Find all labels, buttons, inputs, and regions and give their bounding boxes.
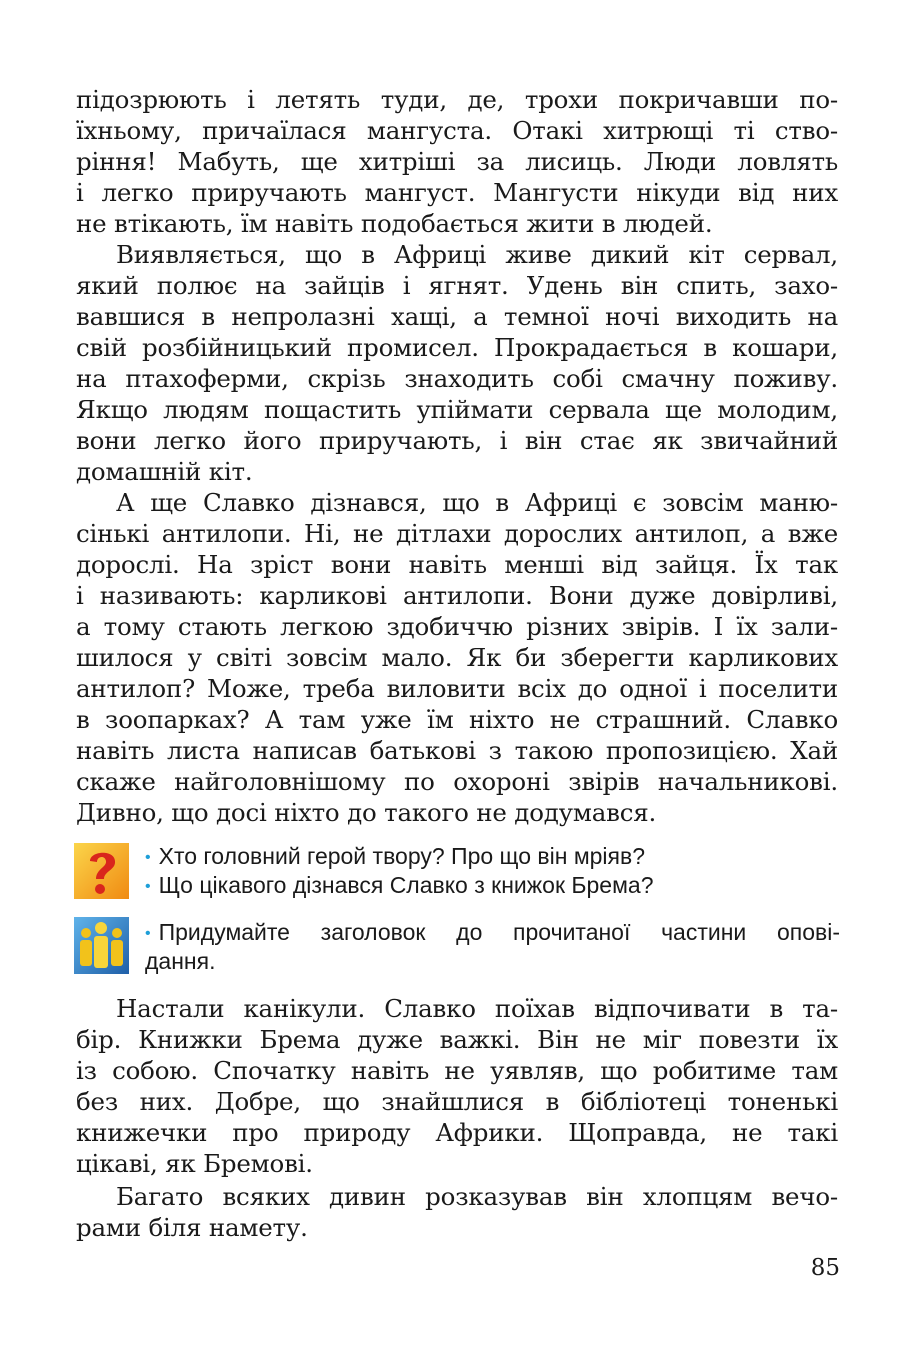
paragraph-holidays [76,993,838,1179]
text-line: їхньому, причаїлася мангуста. Отакі хитрющі ті ство- [76,116,838,145]
text-line: сінькі антилопи. Ні, не дітлахи дорослих антилоп, а вже [76,519,838,548]
bullet-icon: • [145,849,151,867]
text-line: із собою. Спочатку навіть не уявляв, що робитиме там [76,1056,838,1085]
page-number: 85 [810,1255,840,1281]
task-line: дання. [145,948,216,974]
text-line: дорослі. На зріст вони навіть менші від зайця. Їх так [76,550,838,579]
bullet-icon: • [145,878,151,896]
text-line: вони легко його приручають, і він стає як звичайний [76,426,838,455]
text-line: навіть листа написав батькові з такою пропозицією. Хай [76,736,838,765]
text-line: і називають: карликові антилопи. Вони дуже довірливі, [76,581,838,610]
paragraph-serval [76,239,838,487]
text-line: на птахоферми, скрізь знаходить собі смачну поживу. [76,364,838,393]
text-line: домашній кіт. [76,457,253,486]
text-line: бір. Книжки Брема дуже важкі. Він не міг повезти їх [76,1025,838,1054]
group-task [145,918,840,976]
text-line: який полює на зайців і ягнят. Удень він спить, захо- [76,271,838,300]
text-line: книжечки про природу Африки. Щоправда, не такі [76,1118,838,1147]
text-line: Виявляється, що в Африці живе дикий кіт сервал, [116,240,838,269]
text-line: вавшися в непролазні хащі, а темної ночі виходить на [76,302,838,331]
question-item [145,871,840,900]
text-line: Багато всяких дивин розказував він хлопцям вечо- [116,1182,838,1211]
task-line [145,918,840,947]
question-text: Що цікавого дізнався Славко з книжок Брема? [158,872,654,898]
text-line: Настали канікули. Славко поїхав відпочивати в та- [116,994,838,1023]
question-mark-icon [74,843,129,899]
text-line: а тому стають легкою здобиччю різних звірів. І їх зали- [76,612,838,641]
text-line: в зоопарках? А там уже їм ніхто не страшний. Славко [76,705,838,734]
task-text: Придумайте заголовок до прочитаної частини опові- [158,919,840,945]
text-line: Дивно, що досі ніхто до такого не додумався. [76,798,657,827]
text-line: Якщо людям пощастить упіймати сервала ще молодим, [76,395,838,424]
paragraph-evenings [76,1181,838,1243]
group-work-icon [74,917,129,974]
text-line: цікаві, як Бремові. [76,1149,313,1178]
text-line: ріння! Мабуть, ще хитріші за лисиць. Люди ловлять [76,147,838,176]
text-line: рами біля намету. [76,1213,308,1242]
question-item [145,842,840,871]
text-line: без них. Добре, що знайшлися в бібліотеці тоненькі [76,1087,838,1116]
text-line: свій розбійницький промисел. Прокрадається в кошари, [76,333,838,362]
text-line: скаже найголовнішому по охороні звірів начальникові. [76,767,838,796]
paragraph-mongoose [76,84,838,239]
paragraph-antelopes [76,487,838,828]
text-line: шилося у світі зовсім мало. Як би зберегти карликових [76,643,838,672]
text-line: антилоп? Може, треба виловити всіх до одної і поселити [76,674,838,703]
question-text: Хто головний герой твору? Про що він мріяв? [158,843,646,869]
text-line: і легко приручають мангуст. Мангусти нікуди від них [76,178,838,207]
comprehension-questions [145,842,840,900]
bullet-icon: • [145,925,151,943]
text-line: підозрюють і летять туди, де, трохи покричавши по- [76,85,838,114]
text-line: А ще Славко дізнався, що в Африці є зовсім маню- [116,488,838,517]
text-line: не втікають, їм навіть подобається жити в людей. [76,209,713,238]
